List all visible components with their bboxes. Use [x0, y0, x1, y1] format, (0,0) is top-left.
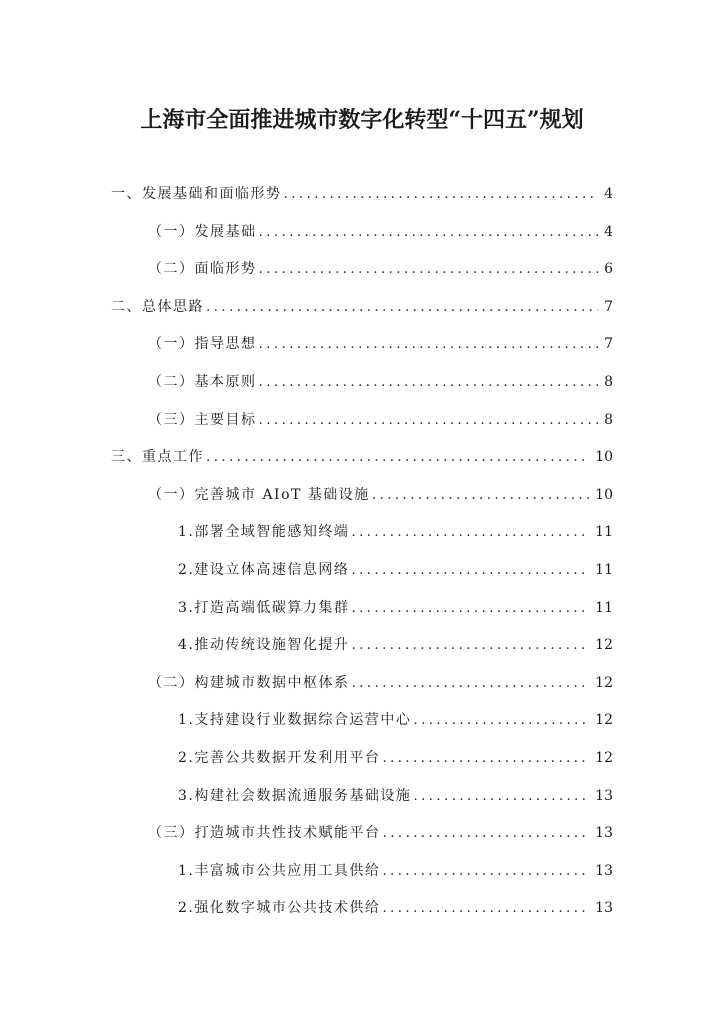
toc-dot-leader [259, 374, 599, 390]
toc-entry-label: 1.支持建设行业数据综合运营中心 [178, 712, 412, 729]
toc-entry-page-number: 12 [595, 749, 613, 766]
toc-entry[interactable] [0, 258, 724, 296]
toc-dot-leader [413, 788, 589, 804]
toc-entry-label: 2.完善公共数据开发利用平台 [178, 749, 381, 766]
toc-entry[interactable] [0, 221, 724, 259]
toc-entry-page-number: 8 [604, 373, 613, 390]
toc-entry[interactable] [0, 897, 724, 935]
toc-entry[interactable] [0, 822, 724, 860]
toc-entry-label: 1.丰富城市公共应用工具供给 [178, 862, 381, 879]
toc-entry-page-number: 11 [595, 599, 613, 616]
toc-entry-label: 2.强化数字城市公共技术供给 [178, 900, 381, 917]
toc-entry[interactable] [0, 446, 724, 484]
toc-entry-page-number: 8 [604, 411, 613, 428]
toc-dot-leader [206, 449, 589, 465]
toc-dot-leader [259, 224, 599, 240]
toc-dot-leader [206, 299, 598, 315]
toc-entry[interactable] [0, 521, 724, 559]
toc-entry-label: 2.建设立体高速信息网络 [178, 561, 350, 578]
toc-entry-page-number: 13 [595, 787, 613, 804]
toc-entry-label: 1.部署全域智能感知终端 [178, 524, 350, 541]
toc-dot-leader [382, 750, 589, 766]
toc-entry-label: （三）主要目标 [148, 411, 257, 428]
toc-entry[interactable] [0, 634, 724, 672]
table-of-contents [0, 183, 724, 935]
toc-entry-page-number: 7 [604, 298, 613, 315]
toc-entry-label: 一、发展基础和面临形势 [111, 186, 282, 202]
toc-entry-label: （一）发展基础 [148, 223, 257, 240]
toc-dot-leader [259, 336, 599, 352]
toc-dot-leader [382, 900, 589, 916]
toc-dot-leader [351, 524, 589, 540]
toc-entry-page-number: 13 [595, 862, 613, 879]
toc-entry[interactable] [0, 559, 724, 597]
toc-entry[interactable] [0, 672, 724, 710]
toc-entry-label: （一）完善城市 AIoT 基础设施 [148, 486, 370, 503]
toc-entry-page-number: 7 [604, 336, 613, 353]
toc-entry-page-number: 10 [595, 486, 613, 503]
toc-entry-label: （一）指导思想 [148, 336, 257, 353]
toc-entry-page-number: 11 [595, 561, 613, 578]
toc-entry-label: （二）构建城市数据中枢体系 [148, 674, 350, 691]
toc-entry-label: （二）面临形势 [148, 261, 257, 278]
toc-entry-page-number: 10 [595, 449, 613, 466]
toc-entry-label: （三）打造城市共性技术赋能平台 [148, 825, 381, 842]
toc-dot-leader [372, 487, 589, 503]
toc-entry-page-number: 4 [604, 186, 613, 202]
toc-entry[interactable] [0, 333, 724, 371]
document-title: 上海市全面推进城市数字化转型“十四五”规划 [140, 107, 584, 133]
toc-entry-page-number: 11 [595, 524, 613, 541]
toc-entry[interactable] [0, 709, 724, 747]
toc-dot-leader [383, 825, 590, 841]
toc-entry-label: 二、总体思路 [111, 298, 204, 315]
toc-entry-label: 4.推动传统设施智化提升 [178, 637, 350, 654]
toc-dot-leader [351, 637, 589, 653]
toc-dot-leader [351, 600, 589, 616]
toc-entry-page-number: 6 [604, 261, 613, 278]
toc-entry-label: 3.构建社会数据流通服务基础设施 [178, 787, 412, 804]
toc-dot-leader [284, 186, 599, 202]
toc-entry-page-number: 12 [595, 637, 613, 654]
toc-entry-label: 三、重点工作 [111, 449, 204, 466]
toc-entry-page-number: 13 [595, 900, 613, 917]
toc-dot-leader [413, 712, 589, 728]
toc-entry-label: （二）基本原则 [148, 373, 257, 390]
toc-dot-leader [382, 863, 589, 879]
toc-entry[interactable] [0, 597, 724, 635]
toc-entry-page-number: 13 [595, 825, 613, 842]
toc-entry[interactable] [0, 484, 724, 522]
toc-entry[interactable] [0, 296, 724, 334]
toc-dot-leader [351, 562, 589, 578]
toc-entry-label: 3.打造高端低碳算力集群 [178, 599, 350, 616]
toc-dot-leader [259, 261, 599, 277]
toc-entry[interactable] [0, 183, 724, 221]
toc-dot-leader [352, 675, 590, 691]
toc-entry[interactable] [0, 785, 724, 823]
toc-dot-leader [259, 412, 599, 428]
toc-entry-page-number: 12 [595, 712, 613, 729]
toc-entry[interactable] [0, 860, 724, 898]
toc-entry-page-number: 4 [604, 223, 613, 240]
toc-entry[interactable] [0, 409, 724, 447]
toc-entry-page-number: 12 [595, 674, 613, 691]
toc-entry[interactable] [0, 747, 724, 785]
toc-entry[interactable] [0, 371, 724, 409]
